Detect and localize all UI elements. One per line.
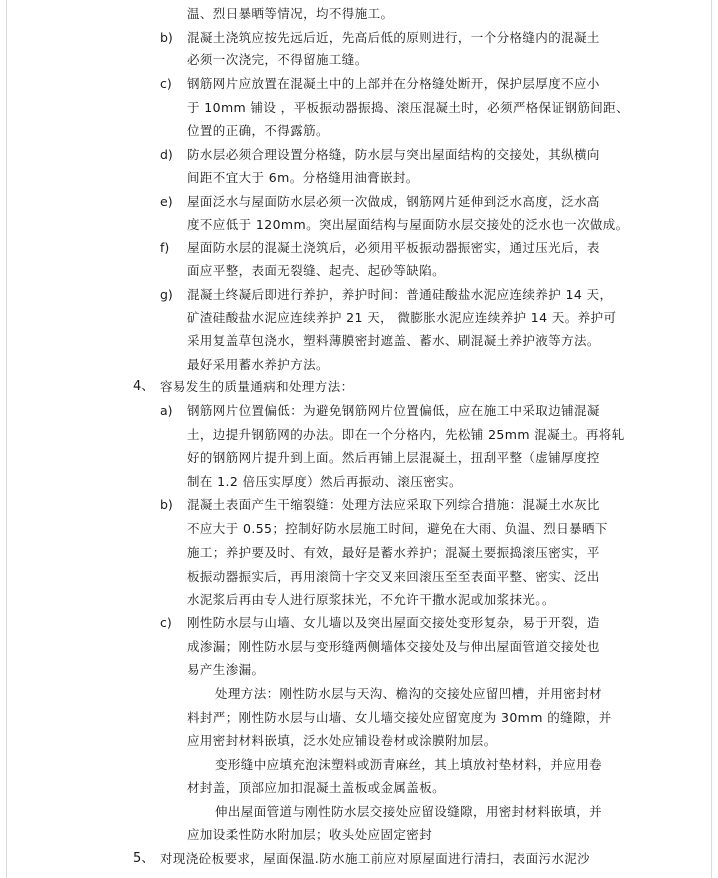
list-item-line: 必须一次浇完，不得留施工缝。: [187, 52, 368, 67]
list-item-line: 采用复盖草包浇水，塑料薄膜密封遮盖、蓄水、刷混凝土养护液等方法。: [187, 333, 600, 348]
list-item-line: 施工；养护要及时、有效，最好是蓄水养护；混凝土要振捣滚压密实，平: [187, 545, 600, 560]
list-marker: a): [160, 403, 173, 418]
list-item-line: 度不应低于 120mm。突出屋面结构与屋面防水层交接处的泛水也一次做成。: [187, 217, 629, 232]
section-number: 5、: [133, 851, 155, 866]
list-item-line: 混凝土表面产生干缩裂缝：处理方法应采取下列综合措施：混凝土水灰比: [187, 497, 600, 512]
list-item-line: 矿渣硅酸盐水泥应连续养护 21 天， 微膨胀水泥应连续养护 14 天。养护可: [187, 310, 617, 325]
list-marker: e): [160, 194, 173, 209]
list-item-line: 水泥浆后再由专人进行原浆抹光，不允许干撒水泥或加浆抹光。。: [187, 592, 555, 607]
paragraph-line: 应用密封材料嵌填，泛水处应铺设卷材或涂膜附加层。: [187, 733, 497, 748]
paragraph-line: 料封严；刚性防水层与山墙、女儿墙交接处应留宽度为 30mm 的缝隙，并: [187, 710, 612, 725]
list-item-line: 最好采用蓄水养护方法。: [187, 357, 329, 372]
list-item-line: 制在 1.2 倍压实厚度）然后再振动、滚压密实。: [187, 474, 462, 489]
list-marker: b): [160, 30, 173, 45]
list-marker: d): [160, 147, 173, 162]
section-text: 对现浇砼板要求，屋面保温.防水施工前应对原屋面进行清扫，表面污水泥沙: [160, 851, 591, 866]
list-marker: c): [160, 76, 172, 91]
list-item-line: 成渗漏；刚性防水层与变形缝两侧墙体交接处及与伸出屋面管道交接处也: [187, 639, 600, 654]
list-item-line: 位置的正确，不得露筋。: [187, 123, 329, 138]
section-heading: 容易发生的质量通病和处理方法：: [160, 379, 354, 394]
list-item-line: 间距不宜大于 6m。分格缝用油膏嵌封。: [187, 170, 419, 185]
list-marker: b): [160, 497, 173, 512]
list-item-line: 土，边提升钢筋网的办法。即在一个分格内，先松铺 25mm 混凝土。再将轧: [187, 427, 625, 442]
paragraph-line: 伸出屋面管道与刚性防水层交接处应留设缝隙，用密封材料嵌填，并: [215, 804, 603, 819]
list-item-line: 好的钢筋网片提升到上面。然后再铺上层混凝土，扭刮平整（虚铺厚度控: [187, 450, 600, 465]
page-right-edge: [711, 0, 712, 878]
section-number: 4、: [133, 379, 155, 394]
paragraph-line: 变形缝中应填充泡沫塑料或沥青麻丝，其上填放衬垫材料，并应用卷: [215, 757, 603, 772]
paragraph-line: 处理方法：刚性防水层与天沟、檐沟的交接处应留凹槽，并用密封材: [215, 686, 603, 701]
list-item-line: 易产生渗漏。: [187, 662, 265, 677]
list-item-line: 钢筋网片应放置在混凝土中的上部并在分格缝处断开，保护层厚度不应小: [187, 76, 600, 91]
list-item-line: 不应大于 0.55；控制好防水层施工时间，避免在大雨、负温、烈日暴晒下: [187, 521, 608, 536]
list-item-line: 面应平整，表面无裂缝、起壳、起砂等缺陷。: [187, 263, 446, 278]
paragraph-line: 应加设柔性防水附加层；收头处应固定密封: [187, 827, 433, 842]
list-marker: f): [160, 240, 170, 255]
list-item-line: 刚性防水层与山墙、女儿墙以及突出屋面交接处变形复杂，易于开裂，造: [187, 615, 600, 630]
list-item-line: 屋面泛水与屋面防水层必须一次做成，钢筋网片延伸到泛水高度，泛水高: [187, 194, 600, 209]
page-left-edge: [6, 0, 7, 878]
list-item-line: 钢筋网片位置偏低：为避免钢筋网片位置偏低，应在施工中采取边铺混凝: [187, 403, 600, 418]
list-item-line: 板振动器振实后，再用滚筒十字交叉来回滚压至至表面平整、密实、泛出: [187, 569, 600, 584]
list-item-line: 防水层必须合理设置分格缝，防水层与突出屋面结构的交接处，其纵横向: [187, 147, 600, 162]
list-marker: c): [160, 615, 172, 630]
list-item-line: 混凝土浇筑应按先远后近，先高后低的原则进行，一个分格缝内的混凝土: [187, 30, 600, 45]
continuation-line: 温、烈日暴晒等情况，均不得施工。: [187, 6, 394, 21]
list-item-line: 屋面防水层的混凝土浇筑后，必须用平板振动器振密实，通过压光后，表: [187, 240, 600, 255]
list-item-line: 混凝土终凝后即进行养护，养护时间：普通硅酸盐水泥应连续养护 14 天，: [187, 287, 613, 302]
list-marker: g): [160, 287, 173, 302]
paragraph-line: 材封盖，顶部应加扣混凝土盖板或金属盖板。: [187, 780, 446, 795]
list-item-line: 于 10mm 铺设 ，平板振动器振捣、滚压混凝土时，必须严格保证钢筋间距、: [187, 100, 629, 115]
